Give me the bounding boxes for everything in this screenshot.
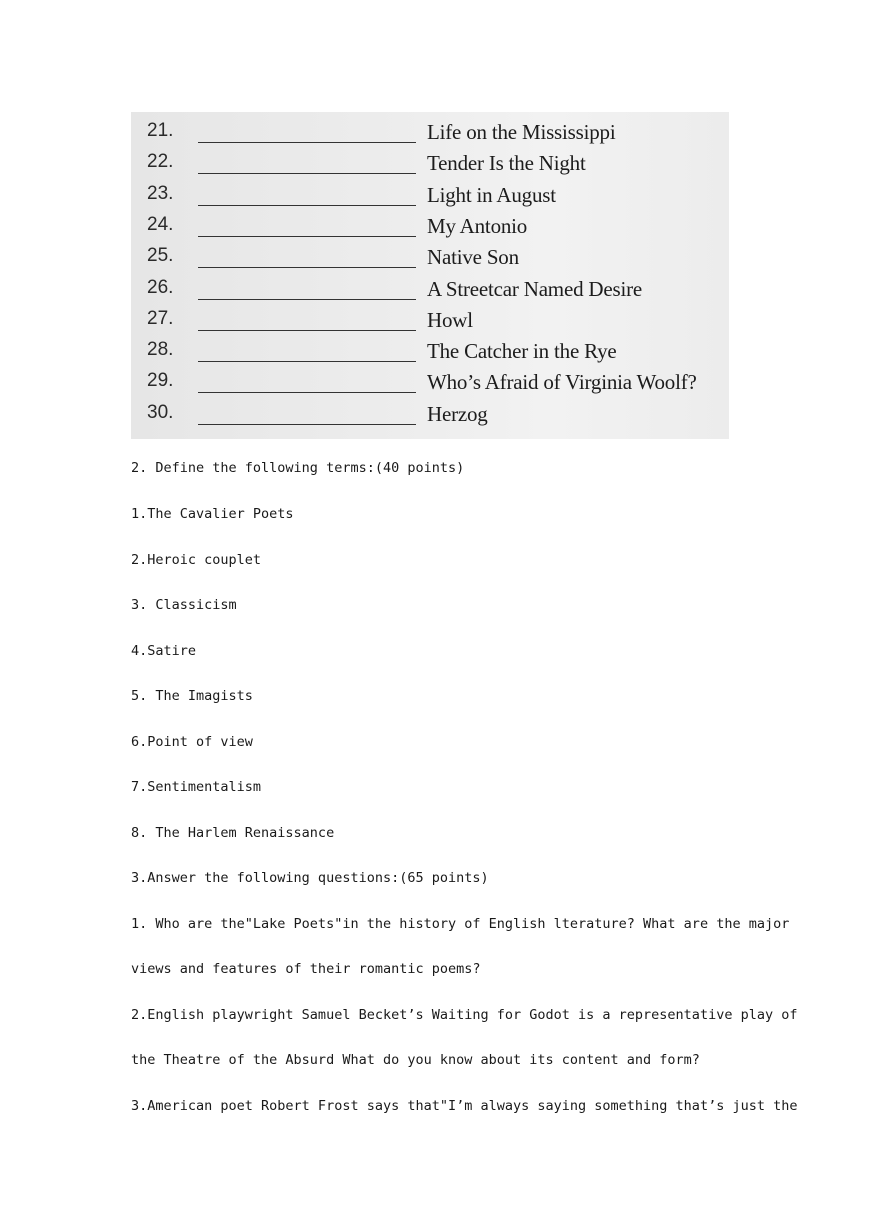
book-title: Howl — [427, 308, 473, 332]
term-item: 8. The Harlem Renaissance — [131, 825, 335, 841]
matching-row — [131, 400, 729, 430]
matching-row — [131, 118, 729, 148]
term-item: 2.Heroic couplet — [131, 552, 262, 568]
item-number: 29. — [147, 370, 174, 391]
question-line: views and features of their romantic poems? — [131, 961, 481, 977]
question-line: 1. Who are the"Lake Poets"in the history of English lterature? What are the major — [131, 916, 790, 932]
term-item: 4.Satire — [131, 643, 197, 659]
answer-blank — [198, 173, 416, 174]
answer-blank — [198, 142, 416, 143]
term-item: 5. The Imagists — [131, 688, 253, 704]
item-number: 23. — [147, 183, 174, 204]
term-item: 3. Classicism — [131, 597, 237, 613]
term-item: 7.Sentimentalism — [131, 779, 262, 795]
item-number: 28. — [147, 339, 174, 360]
matching-row — [131, 368, 729, 398]
item-number: 25. — [147, 245, 174, 266]
book-title: The Catcher in the Rye — [427, 339, 617, 363]
question-line: 2.English playwright Samuel Becket’s Waiting for Godot is a representative play of — [131, 1007, 798, 1023]
book-title: Who’s Afraid of Virginia Woolf? — [427, 370, 697, 394]
item-number: 24. — [147, 214, 174, 235]
matching-row — [131, 243, 729, 273]
book-title: Native Son — [427, 245, 519, 269]
matching-row — [131, 149, 729, 179]
term-item: 1.The Cavalier Poets — [131, 506, 294, 522]
question-line: the Theatre of the Absurd What do you know about its content and form? — [131, 1052, 700, 1068]
book-title: Life on the Mississippi — [427, 120, 616, 144]
item-number: 26. — [147, 277, 174, 298]
answer-blank — [198, 392, 416, 393]
matching-row — [131, 212, 729, 242]
term-item: 6.Point of view — [131, 734, 253, 750]
question-line: 3.American poet Robert Frost says that"I’m always saying something that’s just the — [131, 1098, 798, 1114]
answer-blank — [198, 205, 416, 206]
book-title: My Antonio — [427, 214, 528, 238]
section-2-heading: 2. Define the following terms:(40 points) — [131, 460, 465, 476]
matching-row — [131, 337, 729, 367]
item-number: 22. — [147, 151, 174, 172]
book-title: Tender Is the Night — [427, 151, 586, 175]
matching-items-scan — [131, 112, 729, 439]
item-number: 30. — [147, 402, 174, 423]
book-title: A Streetcar Named Desire — [427, 277, 643, 301]
matching-row — [131, 275, 729, 305]
answer-blank — [198, 330, 416, 331]
answer-blank — [198, 267, 416, 268]
answer-blank — [198, 424, 416, 425]
answer-blank — [198, 361, 416, 362]
book-title: Herzog — [427, 402, 488, 426]
matching-row — [131, 181, 729, 211]
section-3-heading: 3.Answer the following questions:(65 points) — [131, 870, 489, 886]
matching-row — [131, 306, 729, 336]
answer-blank — [198, 299, 416, 300]
item-number: 21. — [147, 120, 174, 141]
book-title: Light in August — [427, 183, 556, 207]
item-number: 27. — [147, 308, 174, 329]
answer-blank — [198, 236, 416, 237]
